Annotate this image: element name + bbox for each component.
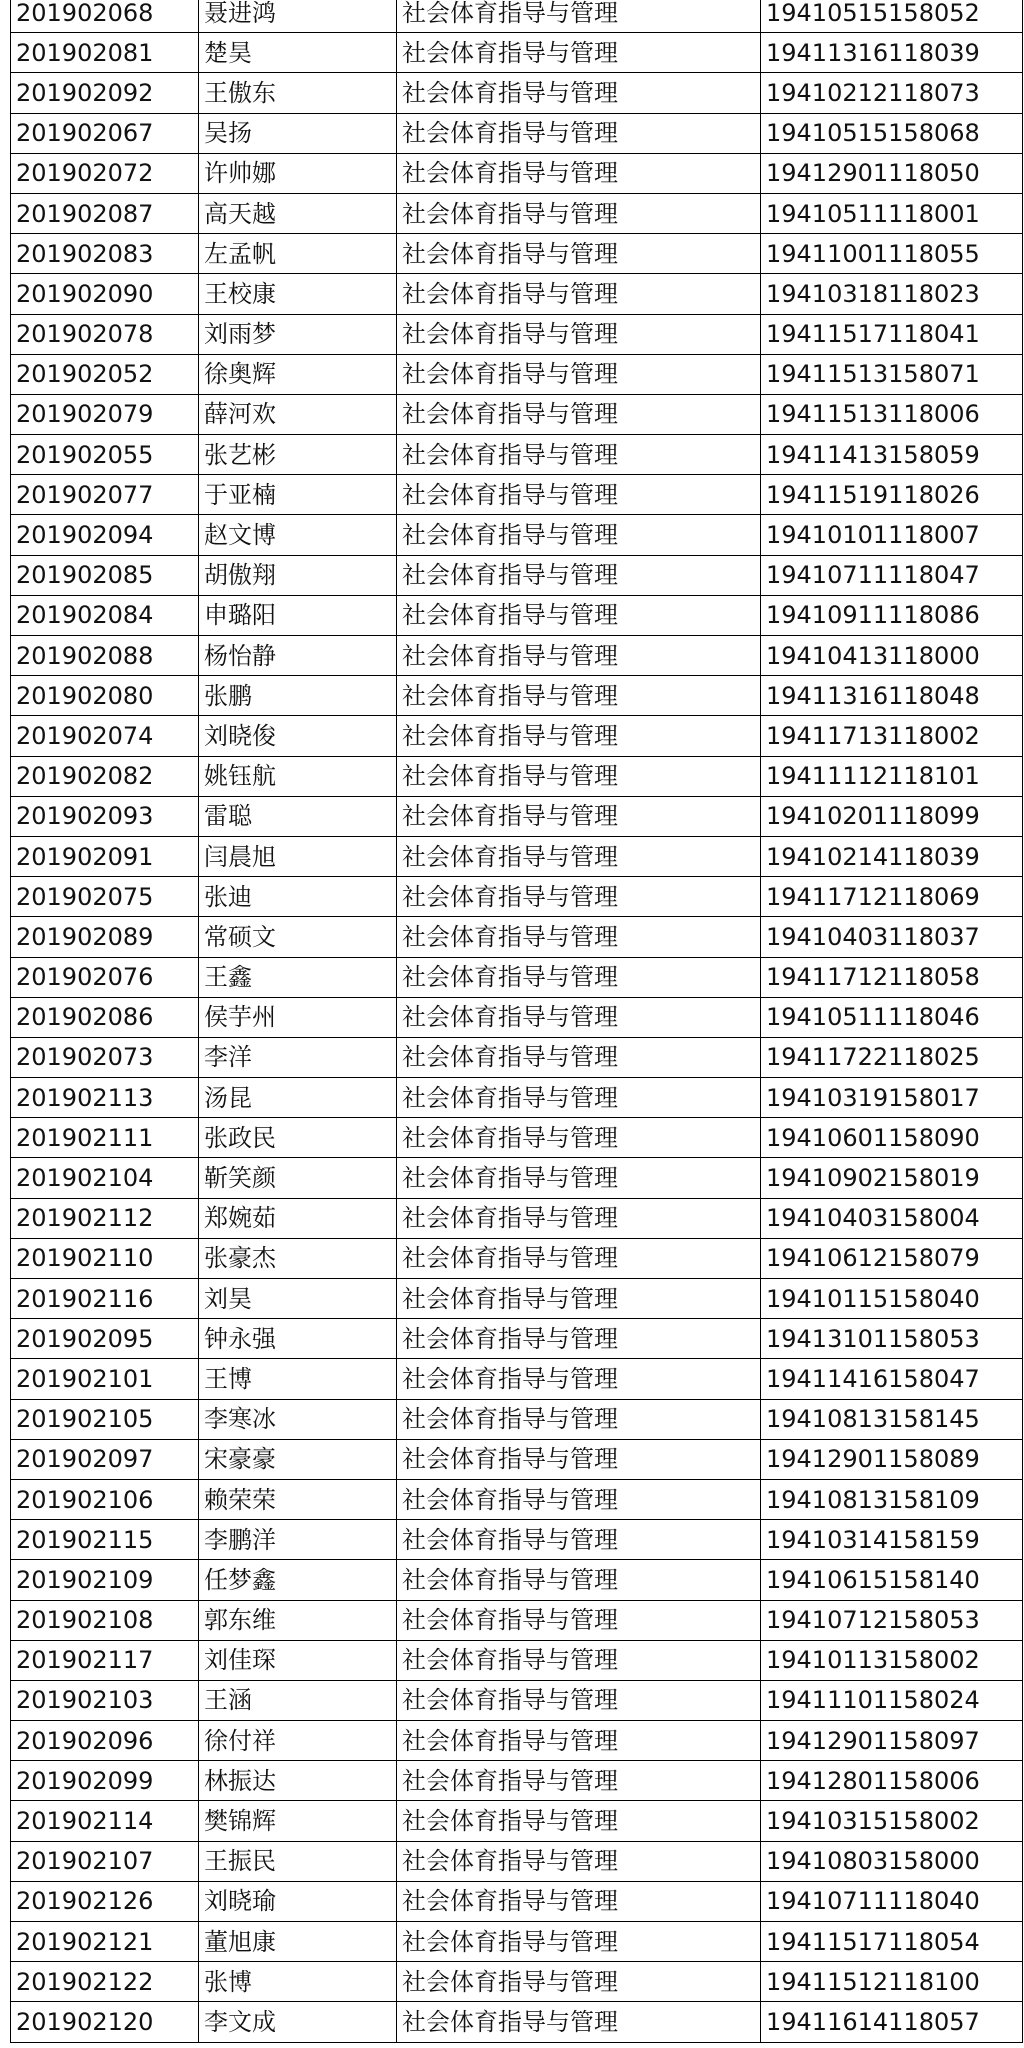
student-id-cell: 201902114 — [11, 1801, 199, 1841]
student-id-cell: 201902101 — [11, 1359, 199, 1399]
exam-number-cell: 19411413158059 — [761, 435, 1023, 475]
table-row — [11, 0, 1023, 33]
student-id-cell: 201902117 — [11, 1640, 199, 1680]
table-row — [11, 1680, 1023, 1720]
student-id-cell: 201902105 — [11, 1399, 199, 1439]
student-id-cell: 201902076 — [11, 957, 199, 997]
table-row — [11, 153, 1023, 193]
major-cell: 社会体育指导与管理 — [397, 0, 761, 33]
exam-number-cell: 19410115158040 — [761, 1279, 1023, 1319]
student-name-cell: 赵文博 — [199, 515, 397, 555]
table-row — [11, 274, 1023, 314]
exam-number-cell: 19410201118099 — [761, 796, 1023, 836]
exam-number-cell: 19411512118100 — [761, 1962, 1023, 2002]
exam-number-cell: 19410113158002 — [761, 1640, 1023, 1680]
table-row — [11, 394, 1023, 434]
exam-number-cell: 19411517118054 — [761, 1922, 1023, 1962]
student-id-cell: 201902109 — [11, 1560, 199, 1600]
major-cell: 社会体育指导与管理 — [397, 1279, 761, 1319]
student-id-cell: 201902084 — [11, 595, 199, 635]
exam-number-cell: 19410612158079 — [761, 1238, 1023, 1278]
student-name-cell: 雷聪 — [199, 796, 397, 836]
major-cell: 社会体育指导与管理 — [397, 354, 761, 394]
major-cell: 社会体育指导与管理 — [397, 716, 761, 756]
table-row — [11, 314, 1023, 354]
major-cell: 社会体育指导与管理 — [397, 756, 761, 796]
major-cell: 社会体育指导与管理 — [397, 153, 761, 193]
major-cell: 社会体育指导与管理 — [397, 1962, 761, 2002]
table-row — [11, 796, 1023, 836]
student-id-cell: 201902104 — [11, 1158, 199, 1198]
exam-number-cell: 19410803158000 — [761, 1841, 1023, 1881]
table-row — [11, 354, 1023, 394]
major-cell: 社会体育指导与管理 — [397, 1560, 761, 1600]
major-cell: 社会体育指导与管理 — [397, 1198, 761, 1238]
student-id-cell: 201902122 — [11, 1962, 199, 2002]
student-name-cell: 薛河欢 — [199, 394, 397, 434]
table-row — [11, 957, 1023, 997]
exam-number-cell: 19410711118040 — [761, 1881, 1023, 1921]
student-id-cell: 201902106 — [11, 1479, 199, 1519]
major-cell: 社会体育指导与管理 — [397, 1479, 761, 1519]
student-id-cell: 201902091 — [11, 836, 199, 876]
table-row — [11, 595, 1023, 635]
major-cell: 社会体育指导与管理 — [397, 1801, 761, 1841]
student-id-cell: 201902096 — [11, 1721, 199, 1761]
table-row — [11, 716, 1023, 756]
table-row — [11, 1158, 1023, 1198]
exam-number-cell: 19410511118046 — [761, 997, 1023, 1037]
student-id-cell: 201902087 — [11, 193, 199, 233]
exam-number-cell: 19410315158002 — [761, 1801, 1023, 1841]
student-id-cell: 201902088 — [11, 636, 199, 676]
table-row — [11, 33, 1023, 73]
exam-number-cell: 19410319158017 — [761, 1078, 1023, 1118]
student-id-cell: 201902072 — [11, 153, 199, 193]
major-cell: 社会体育指导与管理 — [397, 1640, 761, 1680]
student-name-cell: 张豪杰 — [199, 1238, 397, 1278]
exam-number-cell: 19410403158004 — [761, 1198, 1023, 1238]
student-id-cell: 201902113 — [11, 1078, 199, 1118]
student-table-body — [11, 0, 1023, 2042]
student-id-cell: 201902077 — [11, 475, 199, 515]
student-name-cell: 楚昊 — [199, 33, 397, 73]
student-id-cell: 201902121 — [11, 1922, 199, 1962]
student-id-cell: 201902095 — [11, 1319, 199, 1359]
exam-number-cell: 19411513158071 — [761, 354, 1023, 394]
student-name-cell: 郭东维 — [199, 1600, 397, 1640]
table-row — [11, 1922, 1023, 1962]
student-name-cell: 赖荣荣 — [199, 1479, 397, 1519]
student-name-cell: 王涵 — [199, 1680, 397, 1720]
student-name-cell: 许帅娜 — [199, 153, 397, 193]
major-cell: 社会体育指导与管理 — [397, 394, 761, 434]
major-cell: 社会体育指导与管理 — [397, 193, 761, 233]
exam-number-cell: 19410515158052 — [761, 0, 1023, 33]
exam-number-cell: 19410515158068 — [761, 113, 1023, 153]
student-name-cell: 李鹏洋 — [199, 1520, 397, 1560]
student-name-cell: 高天越 — [199, 193, 397, 233]
exam-number-cell: 19412901158097 — [761, 1721, 1023, 1761]
student-id-cell: 201902092 — [11, 73, 199, 113]
table-row — [11, 636, 1023, 676]
table-row — [11, 1962, 1023, 2002]
student-name-cell: 杨怡静 — [199, 636, 397, 676]
exam-number-cell: 19410601158090 — [761, 1118, 1023, 1158]
table-row — [11, 1399, 1023, 1439]
student-name-cell: 姚钰航 — [199, 756, 397, 796]
student-name-cell: 王博 — [199, 1359, 397, 1399]
student-name-cell: 李洋 — [199, 1037, 397, 1077]
table-row — [11, 435, 1023, 475]
exam-number-cell: 19410615158140 — [761, 1560, 1023, 1600]
major-cell: 社会体育指导与管理 — [397, 435, 761, 475]
student-id-cell: 201902083 — [11, 234, 199, 274]
exam-number-cell: 19411101158024 — [761, 1680, 1023, 1720]
student-name-cell: 徐奥辉 — [199, 354, 397, 394]
exam-number-cell: 19410318118023 — [761, 274, 1023, 314]
student-name-cell: 闫晨旭 — [199, 836, 397, 876]
table-row — [11, 193, 1023, 233]
table-row — [11, 676, 1023, 716]
table-row — [11, 555, 1023, 595]
student-id-cell: 201902103 — [11, 1680, 199, 1720]
student-id-cell: 201902089 — [11, 917, 199, 957]
major-cell: 社会体育指导与管理 — [397, 676, 761, 716]
exam-number-cell: 19410902158019 — [761, 1158, 1023, 1198]
exam-number-cell: 19411517118041 — [761, 314, 1023, 354]
table-row — [11, 1279, 1023, 1319]
exam-number-cell: 19411722118025 — [761, 1037, 1023, 1077]
table-row — [11, 1841, 1023, 1881]
student-id-cell: 201902120 — [11, 2002, 199, 2042]
major-cell: 社会体育指导与管理 — [397, 636, 761, 676]
student-id-cell: 201902111 — [11, 1118, 199, 1158]
major-cell: 社会体育指导与管理 — [397, 1399, 761, 1439]
major-cell: 社会体育指导与管理 — [397, 1881, 761, 1921]
student-name-cell: 刘晓瑜 — [199, 1881, 397, 1921]
exam-number-cell: 19411519118026 — [761, 475, 1023, 515]
student-id-cell: 201902074 — [11, 716, 199, 756]
major-cell: 社会体育指导与管理 — [397, 997, 761, 1037]
student-name-cell: 李文成 — [199, 2002, 397, 2042]
exam-number-cell: 19410101118007 — [761, 515, 1023, 555]
major-cell: 社会体育指导与管理 — [397, 33, 761, 73]
student-name-cell: 王鑫 — [199, 957, 397, 997]
major-cell: 社会体育指导与管理 — [397, 957, 761, 997]
exam-number-cell: 19411316118039 — [761, 33, 1023, 73]
student-id-cell: 201902090 — [11, 274, 199, 314]
student-name-cell: 任梦鑫 — [199, 1560, 397, 1600]
student-name-cell: 侯芋州 — [199, 997, 397, 1037]
student-id-cell: 201902086 — [11, 997, 199, 1037]
major-cell: 社会体育指导与管理 — [397, 1238, 761, 1278]
table-row — [11, 1439, 1023, 1479]
student-id-cell: 201902126 — [11, 1881, 199, 1921]
student-id-cell: 201902078 — [11, 314, 199, 354]
student-id-cell: 201902075 — [11, 877, 199, 917]
student-name-cell: 李寒冰 — [199, 1399, 397, 1439]
student-id-cell: 201902079 — [11, 394, 199, 434]
major-cell: 社会体育指导与管理 — [397, 1600, 761, 1640]
student-name-cell: 靳笑颜 — [199, 1158, 397, 1198]
table-row — [11, 877, 1023, 917]
student-id-cell: 201902112 — [11, 1198, 199, 1238]
table-row — [11, 917, 1023, 957]
table-row — [11, 234, 1023, 274]
major-cell: 社会体育指导与管理 — [397, 73, 761, 113]
student-name-cell: 林振达 — [199, 1761, 397, 1801]
student-id-cell: 201902068 — [11, 0, 199, 33]
table-row — [11, 1881, 1023, 1921]
exam-number-cell: 19410813158109 — [761, 1479, 1023, 1519]
exam-number-cell: 19410511118001 — [761, 193, 1023, 233]
major-cell: 社会体育指导与管理 — [397, 1037, 761, 1077]
student-name-cell: 张政民 — [199, 1118, 397, 1158]
major-cell: 社会体育指导与管理 — [397, 475, 761, 515]
student-name-cell: 王振民 — [199, 1841, 397, 1881]
table-row — [11, 1761, 1023, 1801]
major-cell: 社会体育指导与管理 — [397, 1761, 761, 1801]
student-name-cell: 樊锦辉 — [199, 1801, 397, 1841]
table-row — [11, 1801, 1023, 1841]
exam-number-cell: 19411712118069 — [761, 877, 1023, 917]
student-name-cell: 于亚楠 — [199, 475, 397, 515]
student-id-cell: 201902107 — [11, 1841, 199, 1881]
major-cell: 社会体育指导与管理 — [397, 1078, 761, 1118]
student-name-cell: 左孟帆 — [199, 234, 397, 274]
major-cell: 社会体育指导与管理 — [397, 1680, 761, 1720]
student-id-cell: 201902115 — [11, 1520, 199, 1560]
student-name-cell: 张博 — [199, 1962, 397, 2002]
major-cell: 社会体育指导与管理 — [397, 796, 761, 836]
exam-number-cell: 19410911118086 — [761, 595, 1023, 635]
exam-number-cell: 19411713118002 — [761, 716, 1023, 756]
exam-number-cell: 19410813158145 — [761, 1399, 1023, 1439]
table-row — [11, 1640, 1023, 1680]
major-cell: 社会体育指导与管理 — [397, 515, 761, 555]
table-row — [11, 1078, 1023, 1118]
major-cell: 社会体育指导与管理 — [397, 595, 761, 635]
student-name-cell: 刘昊 — [199, 1279, 397, 1319]
table-row — [11, 1359, 1023, 1399]
student-name-cell: 王傲东 — [199, 73, 397, 113]
exam-number-cell: 19411112118101 — [761, 756, 1023, 796]
exam-number-cell: 19410403118037 — [761, 917, 1023, 957]
student-id-cell: 201902082 — [11, 756, 199, 796]
table-row — [11, 1479, 1023, 1519]
table-row — [11, 1238, 1023, 1278]
table-row — [11, 113, 1023, 153]
major-cell: 社会体育指导与管理 — [397, 1359, 761, 1399]
exam-number-cell: 19410214118039 — [761, 836, 1023, 876]
student-name-cell: 申璐阳 — [199, 595, 397, 635]
student-name-cell: 王校康 — [199, 274, 397, 314]
student-name-cell: 郑婉茹 — [199, 1198, 397, 1238]
exam-number-cell: 19412801158006 — [761, 1761, 1023, 1801]
major-cell: 社会体育指导与管理 — [397, 274, 761, 314]
exam-number-cell: 19411614118057 — [761, 2002, 1023, 2042]
student-id-cell: 201902108 — [11, 1600, 199, 1640]
major-cell: 社会体育指导与管理 — [397, 917, 761, 957]
table-row — [11, 1560, 1023, 1600]
table-row — [11, 1037, 1023, 1077]
student-id-cell: 201902099 — [11, 1761, 199, 1801]
major-cell: 社会体育指导与管理 — [397, 1158, 761, 1198]
exam-number-cell: 19413101158053 — [761, 1319, 1023, 1359]
exam-number-cell: 19410712158053 — [761, 1600, 1023, 1640]
student-id-cell: 201902067 — [11, 113, 199, 153]
major-cell: 社会体育指导与管理 — [397, 877, 761, 917]
major-cell: 社会体育指导与管理 — [397, 1922, 761, 1962]
student-id-cell: 201902080 — [11, 676, 199, 716]
major-cell: 社会体育指导与管理 — [397, 314, 761, 354]
student-id-cell: 201902055 — [11, 435, 199, 475]
exam-number-cell: 19410314158159 — [761, 1520, 1023, 1560]
student-id-cell: 201902081 — [11, 33, 199, 73]
student-id-cell: 201902116 — [11, 1279, 199, 1319]
table-row — [11, 836, 1023, 876]
student-id-cell: 201902097 — [11, 1439, 199, 1479]
student-name-cell: 刘晓俊 — [199, 716, 397, 756]
student-id-cell: 201902110 — [11, 1238, 199, 1278]
major-cell: 社会体育指导与管理 — [397, 1439, 761, 1479]
major-cell: 社会体育指导与管理 — [397, 113, 761, 153]
student-name-cell: 张迪 — [199, 877, 397, 917]
table-row — [11, 475, 1023, 515]
major-cell: 社会体育指导与管理 — [397, 1721, 761, 1761]
exam-number-cell: 19410413118000 — [761, 636, 1023, 676]
student-id-cell: 201902073 — [11, 1037, 199, 1077]
student-name-cell: 汤昆 — [199, 1078, 397, 1118]
exam-number-cell: 19411316118048 — [761, 676, 1023, 716]
table-row — [11, 1319, 1023, 1359]
table-row — [11, 756, 1023, 796]
table-row — [11, 1118, 1023, 1158]
exam-number-cell: 19410711118047 — [761, 555, 1023, 595]
student-id-cell: 201902052 — [11, 354, 199, 394]
table-row — [11, 1600, 1023, 1640]
student-id-cell: 201902093 — [11, 796, 199, 836]
table-row — [11, 1520, 1023, 1560]
major-cell: 社会体育指导与管理 — [397, 234, 761, 274]
student-table — [10, 0, 1023, 2043]
student-name-cell: 聂进鸿 — [199, 0, 397, 33]
student-name-cell: 吴扬 — [199, 113, 397, 153]
table-row — [11, 73, 1023, 113]
student-name-cell: 胡傲翔 — [199, 555, 397, 595]
major-cell: 社会体育指导与管理 — [397, 1319, 761, 1359]
student-name-cell: 徐付祥 — [199, 1721, 397, 1761]
table-row — [11, 1721, 1023, 1761]
student-name-cell: 张鹏 — [199, 676, 397, 716]
student-name-cell: 刘佳琛 — [199, 1640, 397, 1680]
student-name-cell: 常硕文 — [199, 917, 397, 957]
student-name-cell: 宋豪豪 — [199, 1439, 397, 1479]
student-name-cell: 钟永强 — [199, 1319, 397, 1359]
exam-number-cell: 19411513118006 — [761, 394, 1023, 434]
student-name-cell: 张艺彬 — [199, 435, 397, 475]
student-id-cell: 201902085 — [11, 555, 199, 595]
exam-number-cell: 19411712118058 — [761, 957, 1023, 997]
student-name-cell: 董旭康 — [199, 1922, 397, 1962]
major-cell: 社会体育指导与管理 — [397, 1520, 761, 1560]
major-cell: 社会体育指导与管理 — [397, 1841, 761, 1881]
exam-number-cell: 19412901118050 — [761, 153, 1023, 193]
student-name-cell: 刘雨梦 — [199, 314, 397, 354]
student-id-cell: 201902094 — [11, 515, 199, 555]
major-cell: 社会体育指导与管理 — [397, 2002, 761, 2042]
exam-number-cell: 19411001118055 — [761, 234, 1023, 274]
major-cell: 社会体育指导与管理 — [397, 555, 761, 595]
table-row — [11, 2002, 1023, 2042]
exam-number-cell: 19410212118073 — [761, 73, 1023, 113]
exam-number-cell: 19411416158047 — [761, 1359, 1023, 1399]
major-cell: 社会体育指导与管理 — [397, 1118, 761, 1158]
table-row — [11, 515, 1023, 555]
table-row — [11, 997, 1023, 1037]
table-row — [11, 1198, 1023, 1238]
exam-number-cell: 19412901158089 — [761, 1439, 1023, 1479]
major-cell: 社会体育指导与管理 — [397, 836, 761, 876]
